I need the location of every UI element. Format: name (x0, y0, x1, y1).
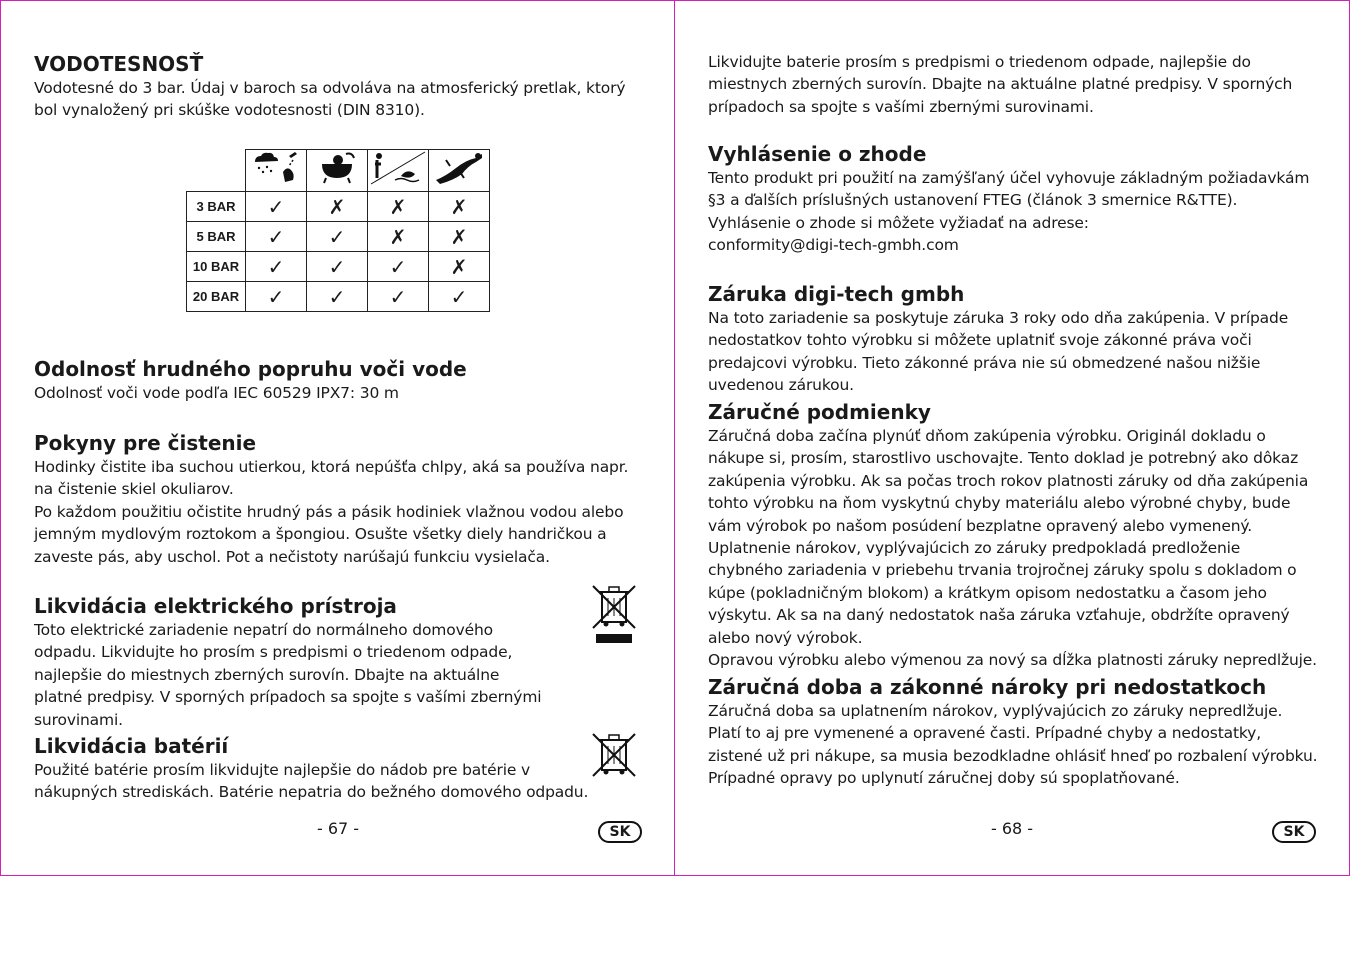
table-row (187, 222, 490, 252)
check-mark: ✓ (429, 282, 490, 312)
section-waterproof (34, 51, 634, 122)
cross-mark: ✗ (429, 222, 490, 252)
table-row (187, 282, 490, 312)
table-row (187, 192, 490, 222)
battery-bin-icon (591, 732, 637, 778)
section-strap-water (34, 356, 634, 404)
section-body: Vodotesné do 3 bar. Údaj v baroch sa odvoláva na atmosferický pretlak, ktorý bol vynaložený pri skúške vodotesnosti (DIN 8310). (34, 79, 626, 120)
language-badge: SK (1272, 821, 1316, 843)
section-body: Po každom použitiu očistite hrudný pás a pásik hodiniek vlažnou vodou alebo jemným mydlovým roztokom a špongiou. Osušte všetky diely handričkou a zaveste pás, aby uschol. Pot a nečistoty narúšajú funkciu vysielača. (34, 502, 624, 566)
rain-splash-icon (246, 150, 307, 192)
section-body: Použité batérie prosím likvidujte najlepšie do nádob pre batérie v nákupných strediskách. Batérie nepatria do bežného domového odpadu. (34, 761, 589, 802)
cross-mark: ✗ (368, 192, 429, 222)
swimming-pool-icon (368, 150, 429, 192)
table-row (187, 252, 490, 282)
section-title: Likvidácia batérií (34, 734, 229, 758)
section-title: Záručná doba a zákonné nároky pri nedostatkoch (708, 675, 1267, 699)
row-label: 10 BAR (187, 252, 246, 282)
cross-mark: ✗ (368, 222, 429, 252)
section-title: Pokyny pre čistenie (34, 431, 257, 455)
section-warranty-period (708, 674, 1318, 790)
table-icon-row (187, 150, 490, 192)
cross-mark: ✗ (429, 252, 490, 282)
cross-mark: ✗ (307, 192, 368, 222)
section-body: Likvidujte baterie prosím s predpismi o triedenom odpade, najlepšie do miestnych zberných surovín. Dbajte na aktuálne platné predpisy. V sporných prípadoch sa spojte s vašími zbernými surovinami. (708, 53, 1293, 116)
row-label: 5 BAR (187, 222, 246, 252)
section-title: Likvidácia elektrického prístroja (34, 594, 397, 618)
check-mark: ✓ (246, 282, 307, 312)
language-badge: SK (598, 821, 642, 843)
check-mark: ✓ (368, 282, 429, 312)
water-resistance-table (186, 149, 490, 312)
page-number: - 68 - (991, 819, 1034, 838)
page-number: - 67 - (317, 819, 360, 838)
section-conformity (708, 141, 1318, 257)
section-title: Záruka digi-tech gmbh (708, 282, 965, 306)
row-label: 3 BAR (187, 192, 246, 222)
section-body: Opravou výrobku alebo výmenou za nový sa dĺžka platnosti záruky nepredlžuje. (708, 651, 1317, 670)
page-right (674, 0, 1350, 876)
check-mark: ✓ (246, 222, 307, 252)
weee-bin-icon (591, 584, 637, 646)
section-body: Tento produkt pri použití na zamýšľaný účel vyhovuje základným požiadavkám §3 a ďalších príslušných ustanovení FTEG (článok 3 smernice R&TTE). Vyhlásenie o zhode si môžete vyžiadať na adrese: (708, 169, 1310, 232)
row-label: 20 BAR (187, 282, 246, 312)
check-mark: ✓ (307, 252, 368, 282)
check-mark: ✓ (368, 252, 429, 282)
conformity-email: conformity@digi-tech-gmbh.com (708, 236, 959, 255)
diving-icon (429, 150, 490, 192)
check-mark: ✓ (307, 282, 368, 312)
section-device-disposal (34, 593, 600, 731)
check-mark: ✓ (307, 222, 368, 252)
check-mark: ✓ (246, 252, 307, 282)
section-body: Záručná doba sa uplatnením nárokov, vyplývajúcich zo záruky nepredlžuje. Platí to aj pre vymenené a opravené časti. Prípadné chyby a nedostatky, zistené už pri nákupe, sa musia bezodkladne ohlásiť hneď po rozbalení výrobku. Prípadné opravy po uplynutí záručnej doby sú spoplatňované. (708, 702, 1318, 788)
section-title: Záručné podmienky (708, 400, 931, 424)
section-body: Odolnosť voči vode podľa IEC 60529 IPX7: 30 m (34, 384, 399, 402)
section-body: Toto elektrické zariadenie nepatrí do normálneho domového odpadu. Likvidujte ho prosím s predpismi o triedenom odpade, najlepšie do miestnych zberných surovín. Dbajte na aktuálne platné predpisy. V sporných prípadoch sa spojte s vašími zbernými surovinami. (34, 621, 542, 729)
battery-disposal-continued (708, 51, 1318, 118)
section-title: VODOTESNOSŤ (34, 52, 204, 76)
page-left (0, 0, 675, 876)
section-warranty-terms (708, 399, 1318, 671)
section-warranty (708, 281, 1318, 397)
section-body: Na toto zariadenie sa poskytuje záruka 3 roky odo dňa zakúpenia. V prípade nedostatkov tohto výrobku si môžete uplatniť svoje zákonné práva voči predajcovi výrobku. Tieto zákonné práva nie sú obmedzené našou nižšie uvedenou zárukou. (708, 309, 1289, 395)
section-body: Hodinky čistite iba suchou utierkou, ktorá nepúšťa chlpy, aká sa používa napr. na čistenie skiel okuliarov. (34, 458, 629, 499)
section-body: Záručná doba začína plynúť dňom zakúpenia výrobku. Originál dokladu o nákupe si, prosím, starostlivo uschovajte. Tento doklad je potrebný ako dôkaz zakúpenia výrobku. Ak sa počas troch rokov platnosti záruky od dňa zakúpenia tohto výrobku na ňom vyskytnú chyby materiálu alebo výrobné chyby, bude vám výrobok po našom posúdení bezplatne opravený alebo vymenený. Uplatnenie nárokov, vyplývajúcich zo záruky predpokladá predloženie chybného zariadenia v priebehu trvania trojročnej záruky spolu s dokladom o kúpe (pokladničným blokom) a krátkym opisom nedostatku a časom jeho výskytu. Ak sa na daný nedostatok naša záruka vzťahuje, obdržíte opravený alebo nový výrobok. (708, 427, 1309, 647)
section-title: Vyhlásenie o zhode (708, 142, 927, 166)
shower-bath-icon (307, 150, 368, 192)
section-title: Odolnosť hrudného popruhu voči vode (34, 357, 467, 381)
section-battery-disposal (34, 733, 594, 804)
section-cleaning (34, 430, 638, 568)
check-mark: ✓ (246, 192, 307, 222)
cross-mark: ✗ (429, 192, 490, 222)
